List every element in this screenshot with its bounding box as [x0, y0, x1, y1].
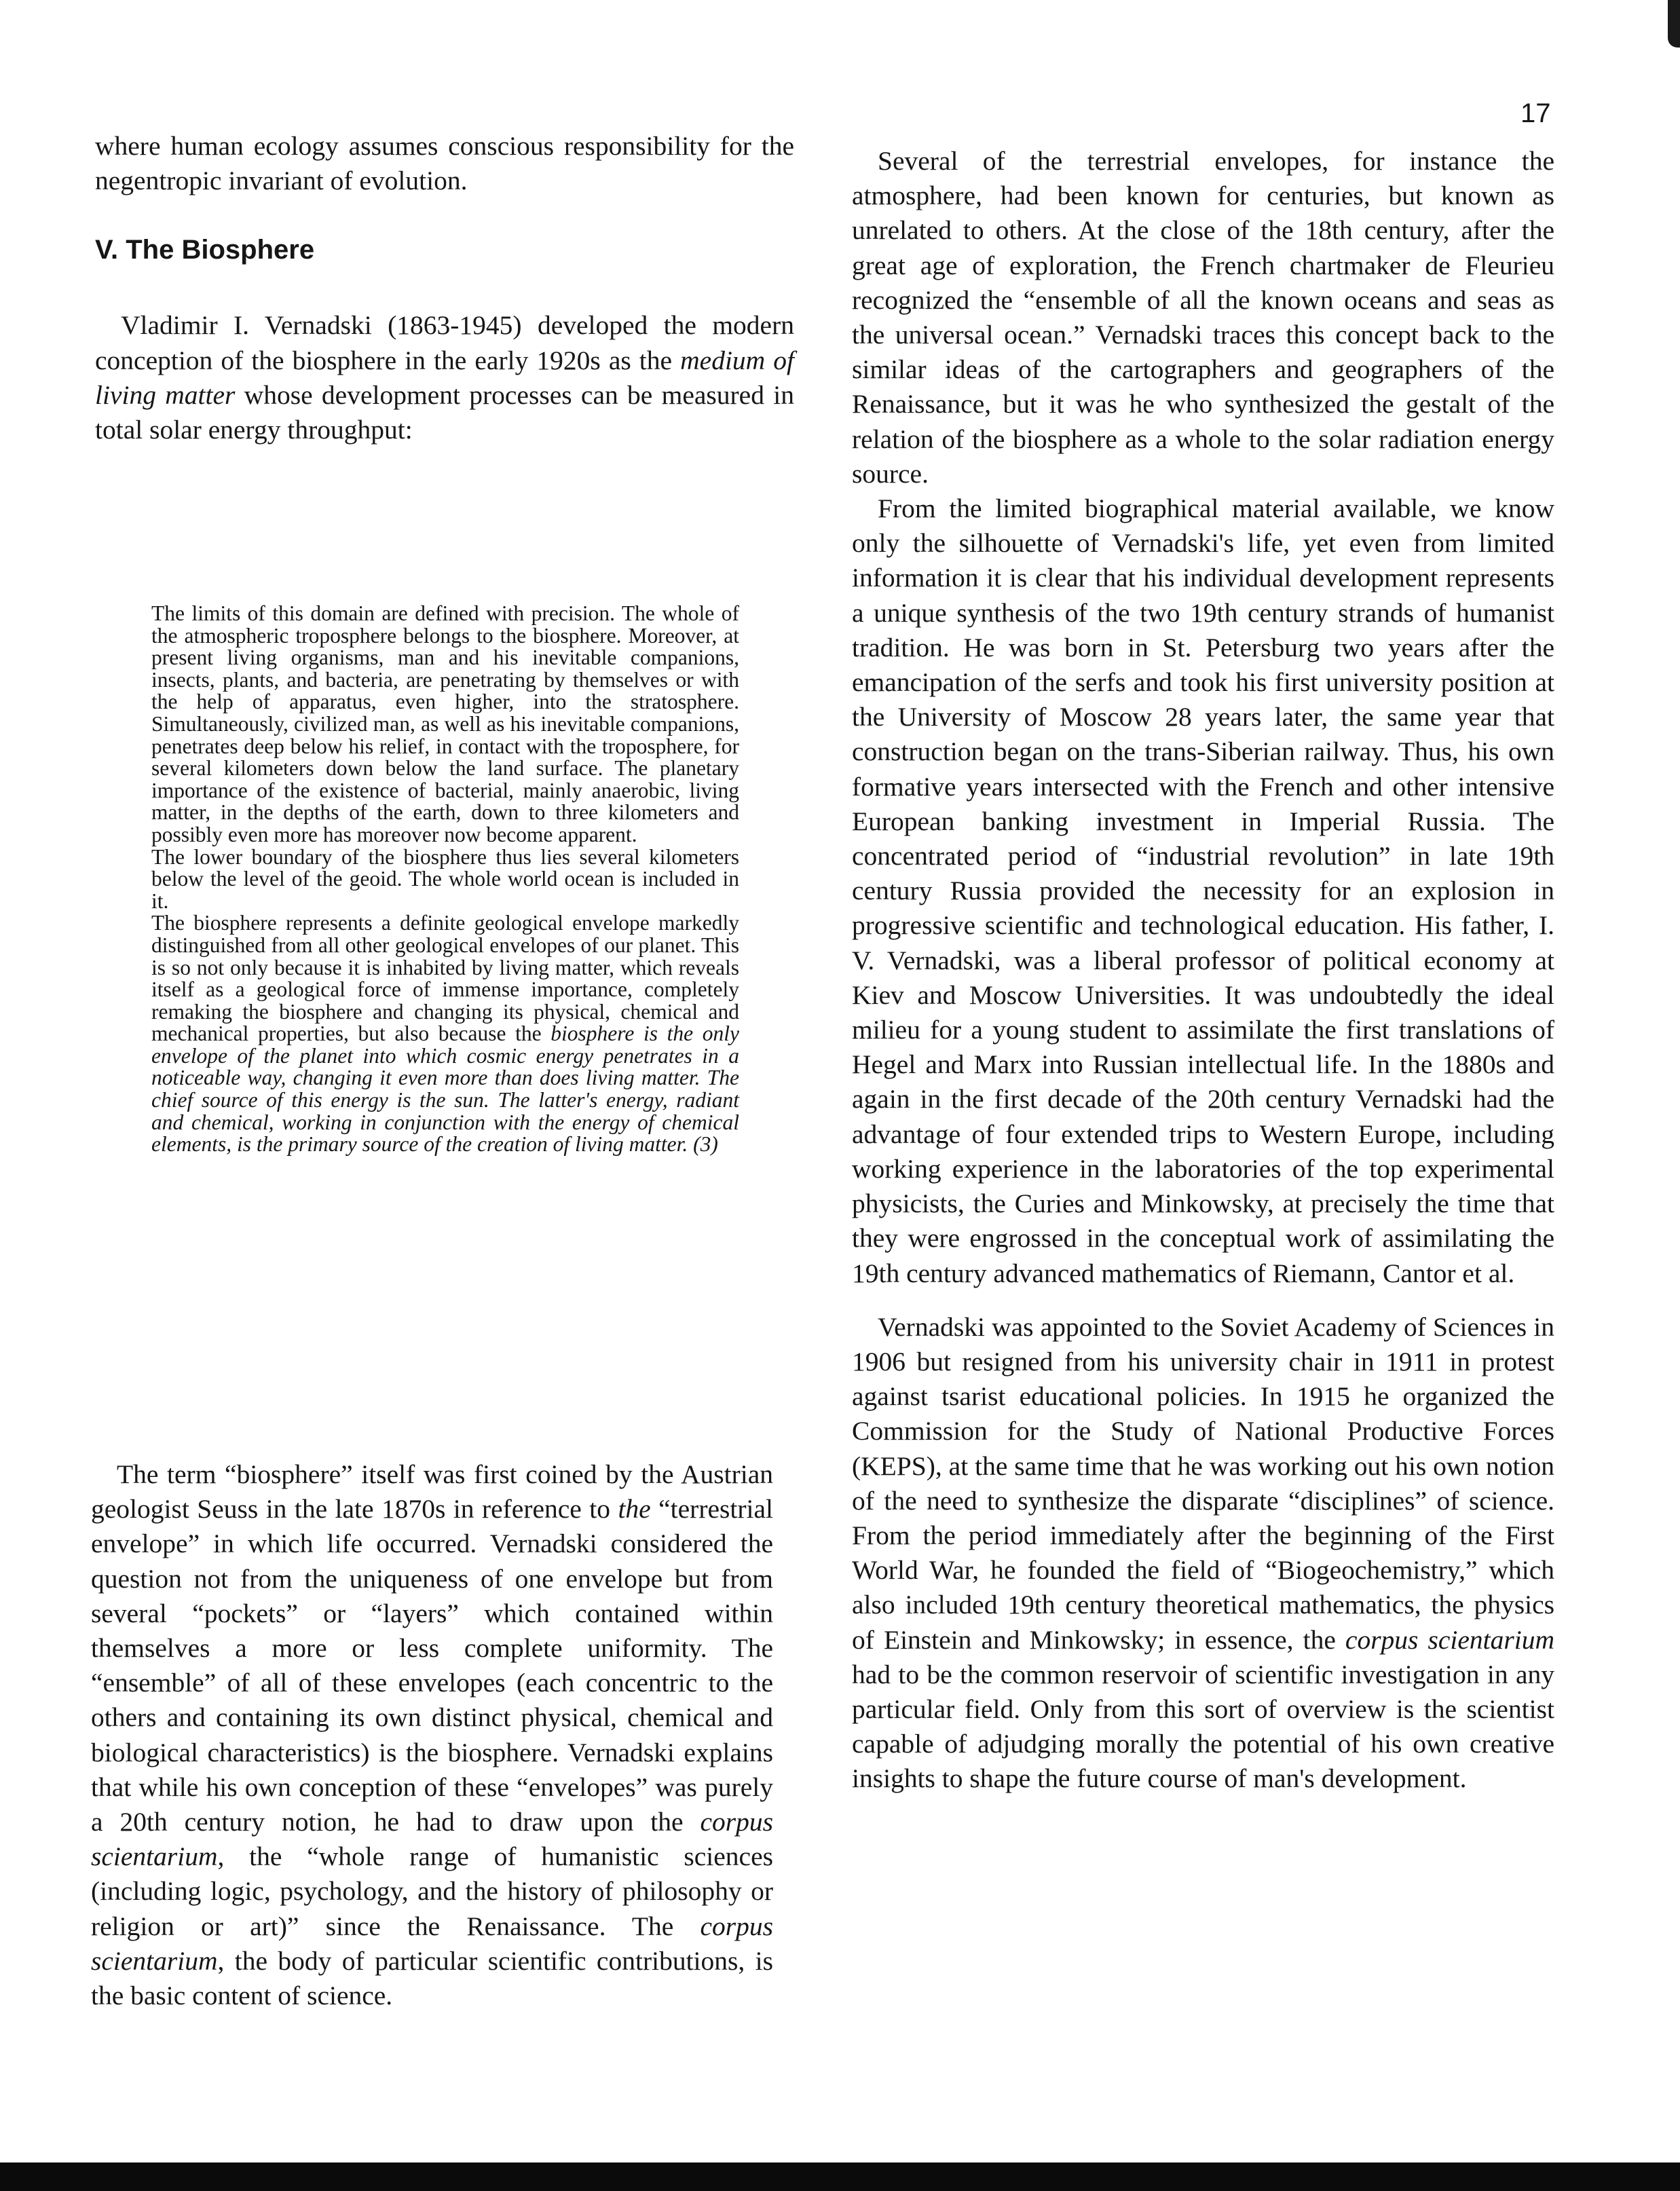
biosphere-term-paragraph: The term “biosphere” itself was first coined by the Austrian geologist Seuss in the late 1870s in reference to the “terrestrial envelope” in which life occurred. Vernadski considered the question not from the uniqueness of one envelope but from several “pockets” or “layers” which contained within themselves a more or less complete uniformity. The “ensemble” of all of these envelopes (each concentric to the others and containing its own distinct physical, chemical and biological characteristics) is the biosphere. Vernadski explains that while his own conception of these “envelopes” was purely a 20th century notion, he had to draw upon the corpus scientarium, the “whole range of humanistic sciences (including logic, psychology, and the history of philosophy or religion or art)” since the Renaissance. The corpus scientarium, the body of particular scientific contributions, is the basic content of science. — [91, 1459, 773, 2011]
left-column — [95, 129, 794, 447]
biography-paragraph: From the limited biographical material available, we know only the silhouette of Vernadski's life, yet even from limited information it is clear that his individual development represents a unique synthesis of the two 19th century strands of humanist tradition. He was born in St. Petersburg two years after the emancipation of the serfs and took his first university position at the University of Moscow 28 years later, the same year that construction began on the trans-Siberian railway. Thus, his own formative years intersected with the French and other intensive European banking investment in Imperial Russia. The concentrated period of “industrial revolution” in late 19th century Russia provided the necessity for an explosion in progressive scientific and technological education. His father, I. V. Vernadski, was a liberal professor of political economy at Kiev and Moscow Universities. It was undoubtedly the ideal milieu for a young student to assimilate the first translations of Hegel and Marx into Russian intellectual life. In the 1880s and again in the first decade of the 20th century Vernadski had the advantage of four extended trips to Western Europe, including working experience in the laboratories of the top experimental physicists, the Curies and Minkowsky, at precisely the time that they were engrossed in the conceptual work of assimilating the 19th century advanced mathematics of Riemann, Cantor et al. — [852, 493, 1554, 1288]
page-number: 17 — [1520, 98, 1551, 128]
intro-paragraph: where human ecology assumes conscious responsibility for the negentropic invariant of evolution. — [95, 131, 794, 196]
scan-bottom-edge — [0, 2162, 1680, 2191]
scan-corner-edge — [1668, 0, 1680, 48]
left-column-lower — [91, 1457, 773, 2013]
quote-paragraph: The biosphere represents a definite geological envelope markedly distinguished from all other geological envelopes of our planet. This is so not only because it is inhabited by living matter, which reveals itself as a geological force of immense importance, completely remaking the biosphere and changing its physical, chemical and mechanical properties, but also because the biosphere is the only envelope of the planet into which cosmic energy penetrates in a noticeable way, changing it even more than does living matter. The chief source of this energy is the sun. The latter's energy, radiant and chemical, working in conjunction with the energy of chemical elements, is the primary source of the creation of living matter. (3) — [151, 911, 739, 1157]
academy-paragraph: Vernadski was appointed to the Soviet Academy of Sciences in 1906 but resigned from his university chair in 1911 in protest against tsarist educational policies. In 1915 he organized the Commission for the Study of National Productive Forces (KEPS), at the same time that he was working out his own notion of the need to synthesize the disparate “disciplines” of science. From the period immediately after the beginning of the First World War, he founded the field of “Biogeochemistry,” which also included 19th century theoretical mathematics, the physics of Einstein and Minkowsky; in essence, the corpus scientarium had to be the common reservoir of scientific investigation in any particular field. Only from this sort of overview is the scientist capable of adjudging morally the potential of his own creative insights to shape the future course of man's development. — [852, 1311, 1554, 1794]
right-column — [852, 144, 1554, 1797]
quote-paragraph: The limits of this domain are defined with precision. The whole of the atmospheric troposphere belongs to the biosphere. Moreover, at present living organisms, man and his inevitable companions, insects, plants, and bacteria, are penetrating by themselves or with the help of apparatus, even higher, into the stratosphere. Simultaneously, civilized man, as well as his inevitable companions, penetrates deep below his relief, in contact with the troposphere, for several kilometers down below the land surface. The planetary importance of the existence of bacterial, mainly anaerobic, living matter, in the depths of the earth, down to three kilometers and possibly even more has moreover now become apparent. — [151, 601, 739, 846]
section-heading: V. The Biosphere — [95, 235, 315, 265]
quote-paragraph: The lower boundary of the biosphere thus lies several kilometers below the level of the geoid. The whole world ocean is included in it. — [151, 844, 739, 913]
vernadski-intro-paragraph: Vladimir I. Vernadski (1863-1945) developed the modern conception of the biosphere in the early 1920s as the medium of living matter whose development processes can be measured in total solar energy throughput: — [95, 310, 794, 445]
block-quote — [151, 603, 739, 1156]
terrestrial-envelopes-paragraph: Several of the terrestrial envelopes, for instance the atmosphere, had been known for centuries, but known as unrelated to others. At the close of the 18th century, after the great age of exploration, the French chartmaker de Fleurieu recognized the “ensemble of all the known oceans and seas as the universal ocean.” Vernadski traces this concept back to the similar ideas of the cartographers and geographers of the Renaissance, but it was he who synthesized the gestalt of the relation of the biosphere as a whole to the solar radiation energy source. — [852, 146, 1554, 489]
